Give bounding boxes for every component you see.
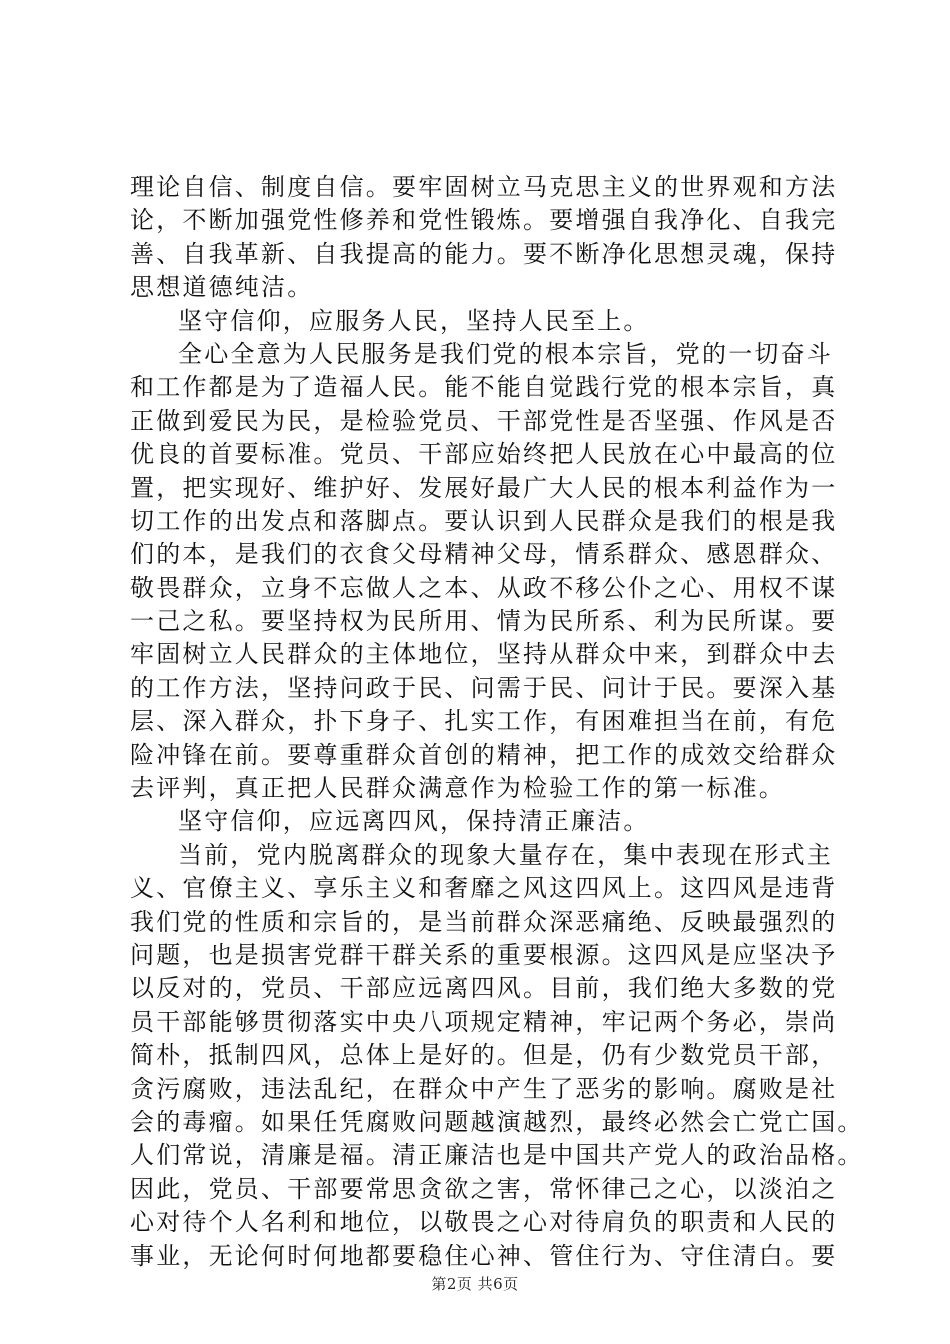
text-line: 心对待个人名利和地位，以敬畏之心对待肩负的职责和人民的 <box>130 1208 838 1237</box>
text-line: 置，把实现好、维护好、发展好最广大人民的根本利益作为一 <box>130 473 838 502</box>
text-line: 敬畏群众，立身不忘做人之本、从政不移公仆之心、用权不谋 <box>130 573 838 602</box>
text-line: 义、官僚主义、享乐主义和奢靡之风这四风上。这四风是违背 <box>130 874 838 903</box>
page-number: 第2页 共6页 <box>431 1275 519 1293</box>
text-line: 论，不断加强党性修养和党性锻炼。要增强自我净化、自我完 <box>130 206 838 235</box>
text-line: 险冲锋在前。要尊重群众首创的精神，把工作的成效交给群众 <box>130 740 838 769</box>
text-line: 事业，无论何时何地都要稳住心神、管住行为、守住清白。要 <box>130 1241 838 1270</box>
text-line: 理论自信、制度自信。要牢固树立马克思主义的世界观和方法 <box>130 173 838 201</box>
text-line: 思想道德纯洁。 <box>130 273 314 302</box>
text-line: 和工作都是为了造福人民。能不能自觉践行党的根本宗旨，真 <box>130 373 838 402</box>
text-line: 简朴，抵制四风，总体上是好的。但是，仍有少数党员干部， <box>130 1041 838 1070</box>
text-line: 善、自我革新、自我提高的能力。要不断净化思想灵魂，保持 <box>130 239 838 268</box>
text-line: 以反对的，党员、干部应远离四风。目前，我们绝大多数的党 <box>130 974 838 1003</box>
text-line: 的工作方法，坚持问政于民、问需于民、问计于民。要深入基 <box>130 673 838 702</box>
text-line: 会的毒瘤。如果任凭腐败问题越演越烈，最终必然会亡党亡国。 <box>130 1107 864 1136</box>
text-line: 层、深入群众，扑下身子、扎实工作，有困难担当在前，有危 <box>130 707 838 736</box>
text-line: 全心全意为人民服务是我们党的根本宗旨，党的一切奋斗 <box>178 339 833 368</box>
text-line: 问题，也是损害党群干群关系的重要根源。这四风是应坚决予 <box>130 940 838 969</box>
text-line: 贪污腐败，违法乱纪，在群众中产生了恶劣的影响。腐败是社 <box>130 1074 838 1103</box>
text-line: 去评判，真正把人民群众满意作为检验工作的第一标准。 <box>130 774 785 803</box>
text-line: 因此，党员、干部要常思贪欲之害，常怀律己之心，以淡泊之 <box>130 1174 838 1203</box>
text-line: 正做到爱民为民，是检验党员、干部党性是否坚强、作风是否 <box>130 406 838 435</box>
document-body <box>130 171 864 1273</box>
text-line: 员干部能够贯彻落实中央八项规定精神，牢记两个务必，崇尚 <box>130 1007 838 1036</box>
text-line: 们的本，是我们的衣食父母精神父母，情系群众、感恩群众、 <box>130 540 838 569</box>
text-line: 优良的首要标准。党员、干部应始终把人民放在心中最高的位 <box>130 440 838 469</box>
text-line: 一己之私。要坚持权为民所用、情为民所系、利为民所谋。要 <box>130 607 838 636</box>
text-line: 当前，党内脱离群众的现象大量存在，集中表现在形式主 <box>178 840 833 869</box>
section-heading: 坚守信仰，应服务人民，坚持人民至上。 <box>178 306 650 335</box>
text-line: 人们常说，清廉是福。清正廉洁也是中国共产党人的政治品格。 <box>130 1141 864 1170</box>
section-heading: 坚守信仰，应远离四风，保持清正廉洁。 <box>178 807 650 836</box>
text-line: 切工作的出发点和落脚点。要认识到人民群众是我们的根是我 <box>130 506 838 535</box>
text-line: 牢固树立人民群众的主体地位，坚持从群众中来，到群众中去 <box>130 640 838 669</box>
text-line: 我们党的性质和宗旨的，是当前群众深恶痛绝、反映最强烈的 <box>130 907 838 936</box>
